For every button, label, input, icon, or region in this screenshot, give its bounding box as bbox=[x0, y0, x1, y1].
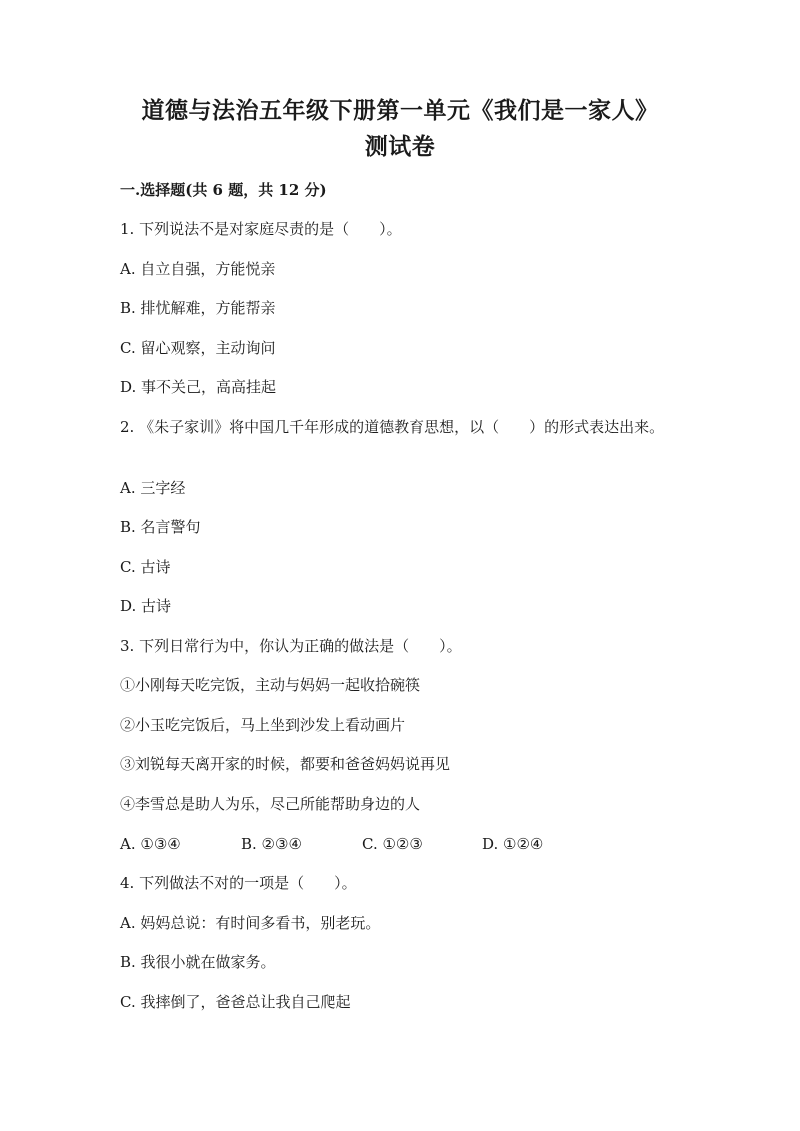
question-3-options-row bbox=[120, 834, 700, 854]
question-3-option-b: B. ②③④ bbox=[241, 835, 302, 853]
exam-title-line-1: 道德与法治五年级下册第一单元《我们是一家人》 bbox=[141, 97, 659, 124]
question-1-option-b: B. 排忧解难，方能帮亲 bbox=[120, 299, 276, 317]
question-4-option-b: B. 我很小就在做家务。 bbox=[120, 953, 276, 971]
question-3-statement-4: ④李雪总是助人为乐，尽己所能帮助身边的人 bbox=[120, 795, 421, 813]
question-3-option-c: C. ①②③ bbox=[362, 835, 423, 853]
exam-title-line-2: 测试卷 bbox=[364, 133, 436, 160]
question-2-option-c: C. 古诗 bbox=[120, 558, 171, 576]
question-3-statement-3: ③刘锐每天离开家的时候，都要和爸爸妈妈说再见 bbox=[120, 755, 451, 773]
question-3-option-a: A. ①③④ bbox=[120, 835, 181, 853]
question-3-stem: 3. 下列日常行为中，你认为正确的做法是（ ）。 bbox=[120, 637, 462, 655]
question-4-option-a: A. 妈妈总说：有时间多看书，别老玩。 bbox=[120, 914, 381, 932]
question-3-statement-2: ②小玉吃完饭后，马上坐到沙发上看动画片 bbox=[120, 716, 406, 734]
question-2-stem: 2. 《朱子家训》将中国几千年形成的道德教育思想，以（ ）的形式表达出来。 bbox=[120, 418, 665, 436]
section-heading: 一.选择题(共 6 题，共 12 分) bbox=[120, 181, 327, 199]
question-1-option-d: D. 事不关己，高高挂起 bbox=[120, 378, 277, 396]
question-1-option-a: A. 自立自强，方能悦亲 bbox=[120, 260, 276, 278]
question-2-option-a: A. 三字经 bbox=[120, 479, 186, 497]
question-2-option-b: B. 名言警句 bbox=[120, 518, 201, 536]
question-3-statement-1: ①小刚每天吃完饭，主动与妈妈一起收拾碗筷 bbox=[120, 676, 421, 694]
question-4-option-c: C. 我摔倒了，爸爸总让我自己爬起 bbox=[120, 993, 351, 1011]
question-1-stem: 1. 下列说法不是对家庭尽责的是（ ）。 bbox=[120, 220, 402, 238]
question-2-option-d: D. 古诗 bbox=[120, 597, 172, 615]
question-4-stem: 4. 下列做法不对的一项是（ ）。 bbox=[120, 874, 357, 892]
question-1-option-c: C. 留心观察，主动询问 bbox=[120, 339, 276, 357]
question-3-option-d: D. ①②④ bbox=[482, 835, 544, 853]
